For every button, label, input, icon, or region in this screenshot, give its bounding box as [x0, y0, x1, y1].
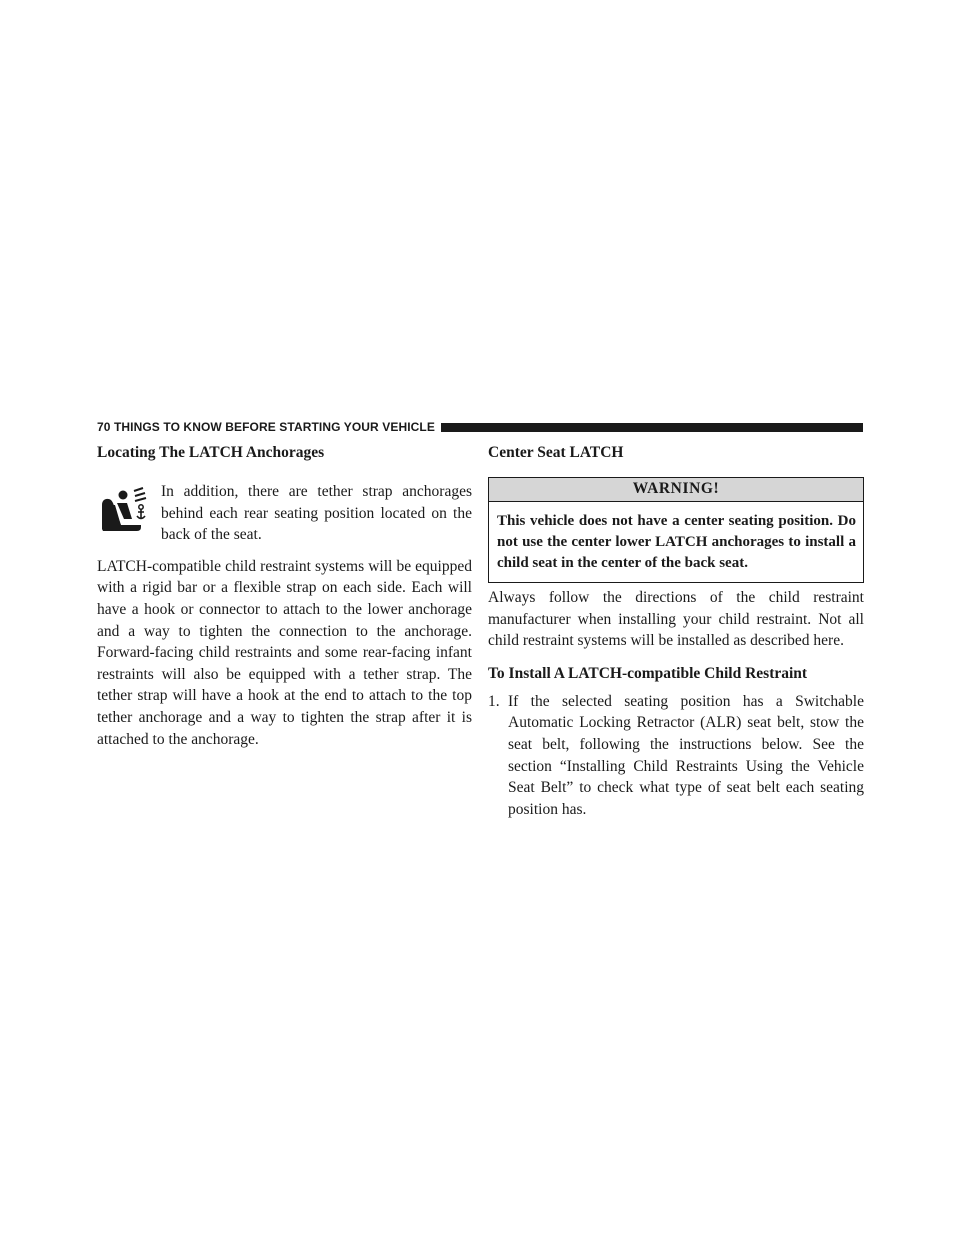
- left-column: [97, 440, 472, 750]
- directions-paragraph: Always follow the directions of the child restraint manufacturer when installing your child restraint. Not all child restraint systems will be installed as described here.: [488, 589, 864, 650]
- section-heading-latch-anchorages: Locating The LATCH Anchorages: [97, 444, 325, 461]
- warning-title: WARNING!: [489, 478, 863, 502]
- step-text: If the selected seating position has a Switchable Automatic Locking Retractor (ALR) seat belt, stow the seat belt, following the instructions below. See the section “Installing Child Restraints Using the Vehicle Seat Belt” to check what type of seat belt each seating position has.: [508, 692, 864, 818]
- page-header-label: 70 THINGS TO KNOW BEFORE STARTING YOUR VEHICLE: [97, 420, 435, 434]
- warning-box: [488, 477, 864, 583]
- icon-paragraph-row: [97, 481, 472, 546]
- list-item: [488, 691, 864, 821]
- step-number: 1.: [488, 692, 500, 710]
- page-header: [97, 420, 863, 434]
- right-column: [488, 440, 864, 820]
- child-seat-tether-anchor-icon: [97, 485, 152, 535]
- header-rule: [441, 423, 863, 432]
- icon-paragraph: In addition, there are tether strap anchorages behind each rear seating position located on the back of the seat.: [161, 483, 472, 544]
- section-heading-center-seat-latch: Center Seat LATCH: [488, 444, 624, 461]
- subheading-install-latch-restraint: To Install A LATCH-compatible Child Restraint: [488, 664, 808, 682]
- warning-body: This vehicle does not have a center seating position. Do not use the center lower LATCH anchorages to install a child seat in the center of the back seat.: [497, 513, 856, 571]
- latch-description-paragraph: LATCH-compatible child restraint systems will be equipped with a rigid bar or a flexible strap on each side. Each will have a hook or connector to attach to the lower anchorage and a way to tighten the connection to the anchorage. Forward-facing child restraints and some rear-facing infant restraints will also be equipped with a tether strap. The tether strap will have a hook at the end to attach to the top tether anchorage and a way to tighten the strap after it is attached to the anchorage.: [97, 557, 472, 748]
